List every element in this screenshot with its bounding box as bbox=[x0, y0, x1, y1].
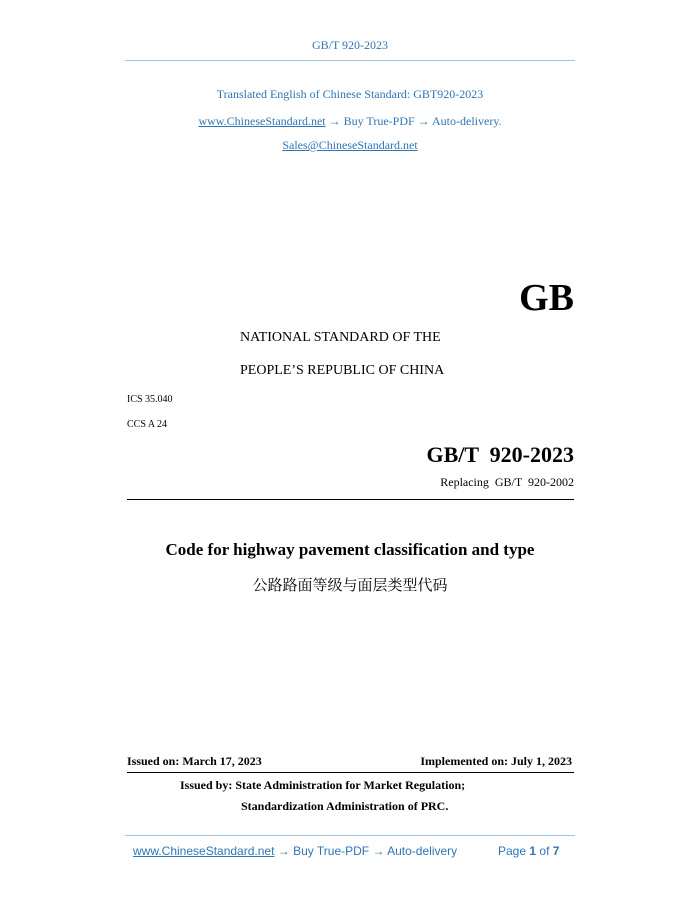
promo-email-link[interactable]: Sales@ChineseStandard.net bbox=[282, 138, 418, 152]
promo-site-line bbox=[0, 114, 700, 129]
page-total: 7 bbox=[552, 844, 560, 858]
page-indicator bbox=[498, 844, 559, 858]
issued-date: Issued on: March 17, 2023 bbox=[127, 754, 262, 768]
implemented-date: Implemented on: July 1, 2023 bbox=[420, 754, 572, 768]
page-number: 1 bbox=[529, 844, 537, 858]
national-line1: NATIONAL STANDARD OF THE bbox=[240, 330, 441, 345]
promo-email-line bbox=[0, 138, 700, 153]
promo-site-suffix: → Buy True-PDF → Auto-delivery. bbox=[328, 114, 502, 128]
ics-code: ICS 35.040 bbox=[127, 394, 173, 405]
replacing-note: Replacing GB/T 920-2002 bbox=[440, 475, 574, 489]
gb-logo: GB bbox=[519, 277, 574, 319]
issuer-line2: Standardization Administration of PRC. bbox=[241, 799, 449, 813]
standard-rule bbox=[127, 499, 574, 500]
header-rule bbox=[125, 60, 575, 61]
footer-site-line bbox=[133, 844, 457, 858]
issuer-line1: Issued by: State Administration for Market Regulation; bbox=[180, 778, 466, 792]
footer-site-link[interactable]: www.ChineseStandard.net bbox=[133, 844, 275, 858]
promo-site-link[interactable]: www.ChineseStandard.net bbox=[198, 114, 326, 128]
ccs-code: CCS A 24 bbox=[127, 419, 168, 430]
title-english: Code for highway pavement classification and type bbox=[165, 540, 535, 559]
page-label: Page bbox=[498, 844, 527, 858]
standard-number: GB/T 920-2023 bbox=[426, 442, 574, 467]
footer-rule bbox=[125, 835, 575, 836]
promo-translated: Translated English of Chinese Standard: GBT920-2023 bbox=[216, 87, 484, 101]
footer-site-suffix: → Buy True-PDF → Auto-delivery bbox=[277, 844, 458, 858]
page-of: of bbox=[539, 844, 550, 858]
dates-rule bbox=[127, 772, 574, 773]
title-chinese: 公路路面等级与面层类型代码 bbox=[252, 577, 448, 594]
header-code: GB/T 920-2023 bbox=[311, 38, 389, 52]
national-line2: PEOPLE’S REPUBLIC OF CHINA bbox=[240, 363, 445, 378]
